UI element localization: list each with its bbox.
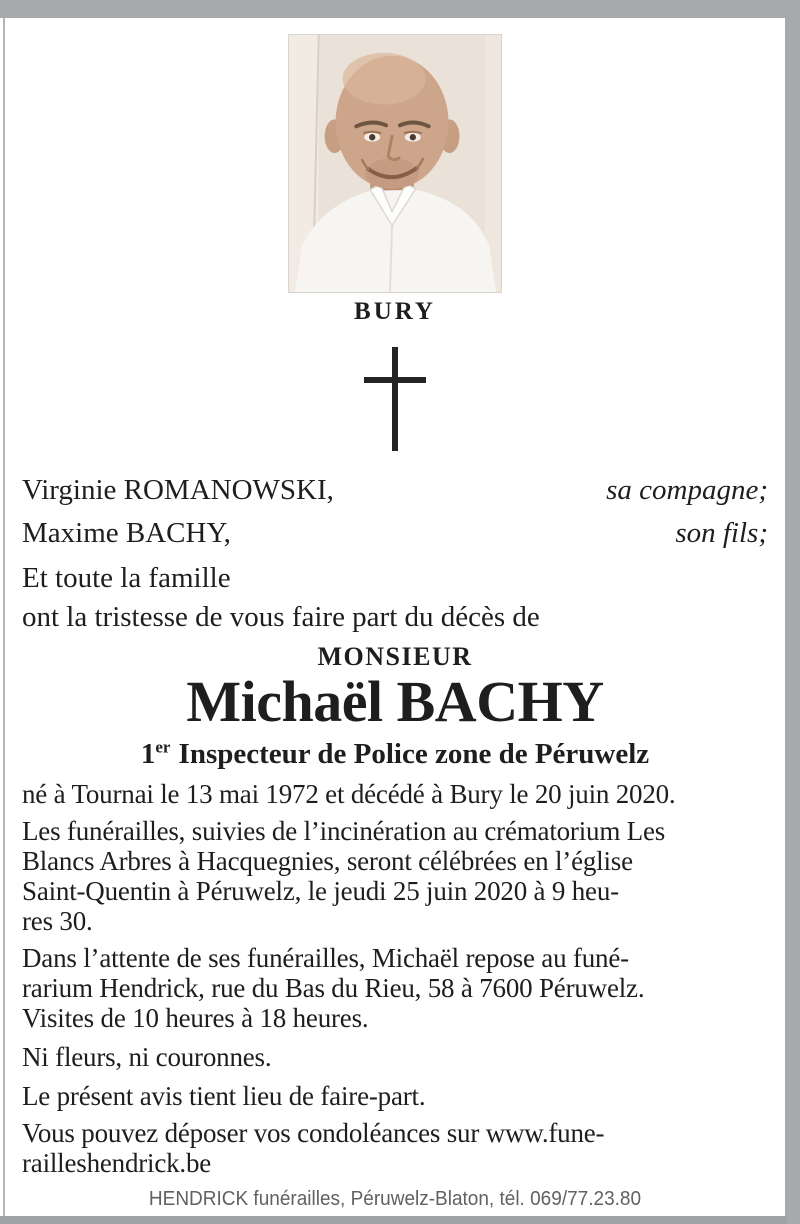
paragraph-condolences <box>22 1118 768 1178</box>
text-line: railleshendrick.be <box>22 1148 212 1178</box>
relative-name: Virginie ROMANOWSKI, <box>22 474 334 506</box>
portrait-illustration <box>289 35 501 292</box>
paragraph-birth-death <box>22 779 768 809</box>
place-label: BURY <box>354 298 436 325</box>
relative-row <box>22 475 768 506</box>
relative-name: Maxime BACHY, <box>22 517 231 549</box>
relative-relation: son fils; <box>675 517 768 549</box>
scan-edge-top <box>0 0 800 18</box>
text-line: Blancs Arbres à Hacquegnies, seront célébrées en l’église <box>22 846 633 876</box>
funeral-home-footer: HENDRICK funérailles, Péruwelz-Blaton, tél. 069/77.23.80 <box>148 1188 642 1210</box>
cross-icon <box>364 347 426 451</box>
deceased-role <box>22 738 768 770</box>
cross-horizontal-bar <box>364 377 426 383</box>
text-line: Dans l’attente de ses funérailles, Michaël repose au funé- <box>22 943 629 973</box>
paragraph-faire-part <box>22 1081 768 1111</box>
text-line: rarium Hendrick, rue du Bas du Rieu, 58 à 7600 Péruwelz. <box>22 973 645 1003</box>
cross-vertical-bar <box>392 347 398 451</box>
text-line: res 30. <box>22 906 93 936</box>
announce-line: ont la tristesse de vous faire part du décès de <box>22 601 540 633</box>
text-line: né à Tournai le 13 mai 1972 et décédé à Bury le 20 juin 2020. <box>22 779 676 809</box>
text-line: Saint-Quentin à Péruwelz, le jeudi 25 juin 2020 à 9 heu- <box>22 876 619 906</box>
text-line: Le présent avis tient lieu de faire-part. <box>22 1081 426 1111</box>
paragraph-funeral <box>22 816 768 936</box>
role-text: Inspecteur de Police zone de Péruwelz <box>178 738 650 770</box>
text-line: Vous pouvez déposer vos condoléances sur www.fune- <box>22 1118 605 1148</box>
relatives-list <box>22 475 768 549</box>
family-line: Et toute la famille <box>22 562 231 594</box>
deceased-name: Michaël BACHY <box>186 669 604 734</box>
paragraph-flowers <box>22 1042 768 1072</box>
civility-title: MONSIEUR <box>317 642 473 671</box>
notice-content <box>5 18 785 1216</box>
text-line: Les funérailles, suivies de l’incinération au crématorium Les <box>22 816 666 846</box>
paragraph-repose <box>22 943 768 1033</box>
scan-edge-bottom <box>0 1216 787 1224</box>
relative-relation: sa compagne; <box>606 474 768 506</box>
text-line: Visites de 10 heures à 18 heures. <box>22 1003 369 1033</box>
relative-row <box>22 518 768 549</box>
role-number: 1 <box>140 738 156 770</box>
scan-edge-right <box>785 16 800 1224</box>
text-line: Ni fleurs, ni couronnes. <box>22 1042 272 1072</box>
deceased-portrait <box>288 34 502 293</box>
role-ordinal-suffix: er <box>155 737 171 757</box>
